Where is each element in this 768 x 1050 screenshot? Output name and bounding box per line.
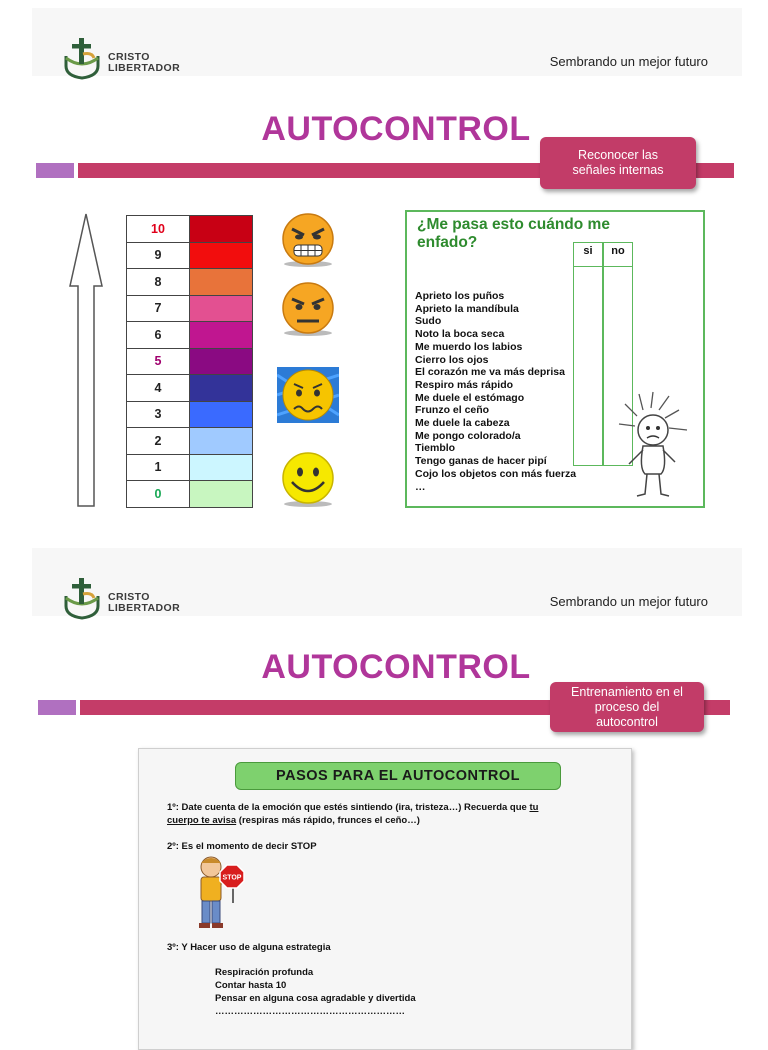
scale-level: 0 xyxy=(127,481,190,508)
stop-sign-text: STOP xyxy=(222,874,242,882)
scale-row xyxy=(127,375,253,402)
checkbox-column-si[interactable] xyxy=(573,266,603,466)
scale-row xyxy=(127,481,253,508)
symptom-item: Noto la boca seca xyxy=(415,328,505,341)
brand-name: CRISTO LIBERTADOR xyxy=(108,51,181,74)
strategy-item: Respiración profunda xyxy=(215,967,314,978)
symptom-item: Tengo ganas de hacer pipí xyxy=(415,455,547,468)
steps-card xyxy=(138,748,632,1050)
emotion-checklist xyxy=(405,210,705,508)
scale-row xyxy=(127,242,253,269)
scale-row xyxy=(127,401,253,428)
symptom-item: Respiro más rápido xyxy=(415,378,514,391)
step-2: 2º: Es el momento de decir STOP xyxy=(167,841,317,852)
scale-color-swatch xyxy=(190,348,253,375)
section-tag: Entrenamiento en el proceso del autocontrol xyxy=(550,682,704,732)
scale-color-swatch xyxy=(190,375,253,402)
cristo-libertador-logo-icon xyxy=(62,36,102,80)
scale-color-swatch xyxy=(190,269,253,296)
scale-color-swatch xyxy=(190,216,253,243)
symptom-item: Me duele el estómago xyxy=(415,391,525,404)
scale-level: 2 xyxy=(127,428,190,455)
scale-level: 4 xyxy=(127,375,190,402)
scale-color-swatch xyxy=(190,428,253,455)
symptom-item: Tiemblo xyxy=(415,442,456,455)
slide-header xyxy=(32,548,742,616)
scale-row xyxy=(127,454,253,481)
symptom-item: Cojo los objetos con más fuerza xyxy=(415,467,577,480)
scale-color-swatch xyxy=(190,295,253,322)
symptom-item: … xyxy=(415,480,426,493)
slide-title: AUTOCONTROL xyxy=(261,648,531,686)
cristo-libertador-logo-icon xyxy=(62,576,102,620)
slide-title: AUTOCONTROL xyxy=(261,110,531,148)
step-1: 1º: Date cuenta de la emoción que estés sintiendo (ira, tristeza…) Recuerda que tu cuerpo te avisa (respiras más rápido, frunces el ceño…) xyxy=(167,802,539,826)
child-stop-sign-icon xyxy=(187,853,251,933)
column-no: no xyxy=(603,242,633,267)
step-3: 3º: Y Hacer uso de alguna estrategia xyxy=(167,942,331,953)
scale-level: 9 xyxy=(127,242,190,269)
symptom-item: Cierro los ojos xyxy=(415,353,489,366)
scale-level: 7 xyxy=(127,295,190,322)
scale-color-swatch xyxy=(190,401,253,428)
symptom-list xyxy=(415,290,576,493)
stressed-character-icon xyxy=(613,390,693,502)
symptom-item: El corazón me va más deprisa xyxy=(415,366,565,379)
symptom-item: Frunzo el ceño xyxy=(415,404,490,417)
happy-face-icon xyxy=(277,450,339,508)
angry-face-icon xyxy=(277,281,339,337)
scale-row xyxy=(127,428,253,455)
scale-level: 5 xyxy=(127,348,190,375)
intensity-scale xyxy=(126,215,253,508)
slogan: Sembrando un mejor futuro xyxy=(549,594,708,609)
strategy-item: Contar hasta 10 xyxy=(215,980,287,991)
scale-row xyxy=(127,295,253,322)
checklist-question: ¿Me pasa esto cuándo me enfado? xyxy=(417,216,610,251)
furious-face-icon xyxy=(277,212,339,268)
scale-color-swatch xyxy=(190,242,253,269)
scale-row xyxy=(127,348,253,375)
scale-row xyxy=(127,322,253,349)
symptom-item: Me duele la cabeza xyxy=(415,417,510,430)
symptom-item: Aprieto la mandíbula xyxy=(415,302,519,315)
slide-header xyxy=(32,8,742,76)
accent-bar-light xyxy=(36,163,74,178)
scale-row xyxy=(127,216,253,243)
scale-color-swatch xyxy=(190,454,253,481)
scale-level: 3 xyxy=(127,401,190,428)
symptom-item: Me pongo colorado/a xyxy=(415,429,521,442)
steps-title: PASOS PARA EL AUTOCONTROL xyxy=(235,762,561,790)
worried-face-icon xyxy=(277,367,339,423)
scale-level: 8 xyxy=(127,269,190,296)
scale-row xyxy=(127,269,253,296)
intensity-arrow-icon xyxy=(66,212,106,510)
section-tag: Reconocer las señales internas xyxy=(540,137,696,189)
scale-color-swatch xyxy=(190,481,253,508)
symptom-item: Sudo xyxy=(415,315,442,328)
brand-name: CRISTO LIBERTADOR xyxy=(108,591,181,614)
strategy-item: Pensar en alguna cosa agradable y divertida xyxy=(215,993,416,1004)
column-si: si xyxy=(573,242,603,267)
scale-color-swatch xyxy=(190,322,253,349)
accent-bar-light xyxy=(38,700,76,715)
scale-level: 10 xyxy=(127,216,190,243)
symptom-item: Aprieto los puños xyxy=(415,290,505,302)
scale-level: 1 xyxy=(127,454,190,481)
slogan: Sembrando un mejor futuro xyxy=(549,54,708,69)
strategy-list xyxy=(215,966,416,1018)
symptom-item: Me muerdo los labios xyxy=(415,340,523,353)
scale-level: 6 xyxy=(127,322,190,349)
strategy-item: …………………………………………………… xyxy=(215,1006,405,1017)
